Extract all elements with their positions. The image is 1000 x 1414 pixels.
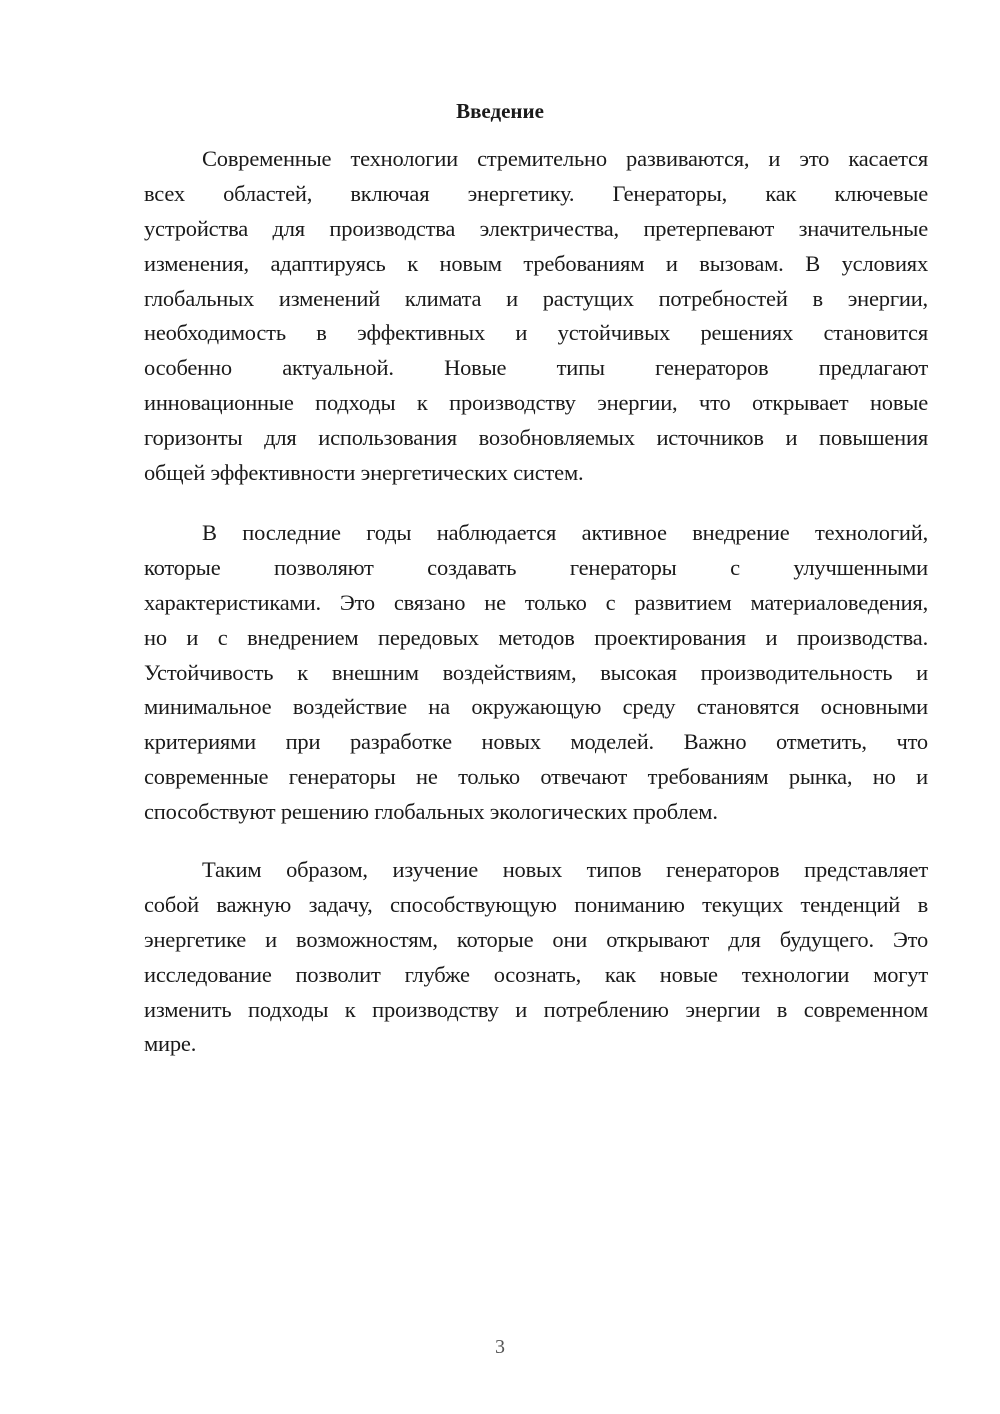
text-line: изменить подходы к производству и потреблению энергии в современном xyxy=(144,996,928,1022)
paragraph-3 xyxy=(144,853,928,1062)
text-line: Таким образом, изучение новых типов генераторов представляет xyxy=(202,857,928,882)
text-line: всех областей, включая энергетику. Генераторы, как ключевые xyxy=(144,180,928,206)
text-line: устройства для производства электричества, претерпевают значительные xyxy=(144,215,928,241)
text-line: современные генераторы не только отвечают требованиям рынка, но и xyxy=(144,764,928,790)
text-line: глобальных изменений климата и растущих потребностей в энергии, xyxy=(144,285,928,311)
paragraph-1 xyxy=(144,142,928,491)
text-line: особенно актуальной. Новые типы генераторов предлагают xyxy=(144,355,928,381)
text-line: критериями при разработке новых моделей. Важно отметить, что xyxy=(144,729,928,755)
text-line: исследование позволит глубже осознать, как новые технологии могут xyxy=(144,961,928,987)
text-line: инновационные подходы к производству энергии, что открывает новые xyxy=(144,390,928,416)
text-line: характеристиками. Это связано не только с развитием материаловедения, xyxy=(144,589,928,615)
text-line: необходимость в эффективных и устойчивых решениях становится xyxy=(144,320,928,346)
text-line: Современные технологии стремительно развиваются, и это касается xyxy=(202,146,928,171)
section-heading: Введение xyxy=(456,99,544,123)
paragraph-2 xyxy=(144,516,928,830)
text-line: изменения, адаптируясь к новым требованиям и вызовам. В условиях xyxy=(144,250,928,276)
text-line: которые позволяют создавать генераторы с улучшенными xyxy=(144,554,928,580)
text-line: но и с внедрением передовых методов проектирования и производства. xyxy=(144,624,928,650)
text-line: общей эффективности энергетических систем. xyxy=(144,460,584,486)
text-line: В последние годы наблюдается активное внедрение технологий, xyxy=(202,520,928,545)
text-line: минимальное воздействие на окружающую среду становятся основными xyxy=(144,694,928,720)
text-line: способствуют решению глобальных экологических проблем. xyxy=(144,799,718,825)
text-line: собой важную задачу, способствующую пониманию текущих тенденций в xyxy=(144,891,928,917)
text-line: мире. xyxy=(144,1031,197,1057)
page-number: 3 xyxy=(495,1336,505,1358)
text-line: Устойчивость к внешним воздействиям, высокая производительность и xyxy=(144,659,928,685)
text-line: энергетике и возможностям, которые они открывают для будущего. Это xyxy=(144,926,928,952)
text-line: горизонты для использования возобновляемых источников и повышения xyxy=(144,425,928,451)
